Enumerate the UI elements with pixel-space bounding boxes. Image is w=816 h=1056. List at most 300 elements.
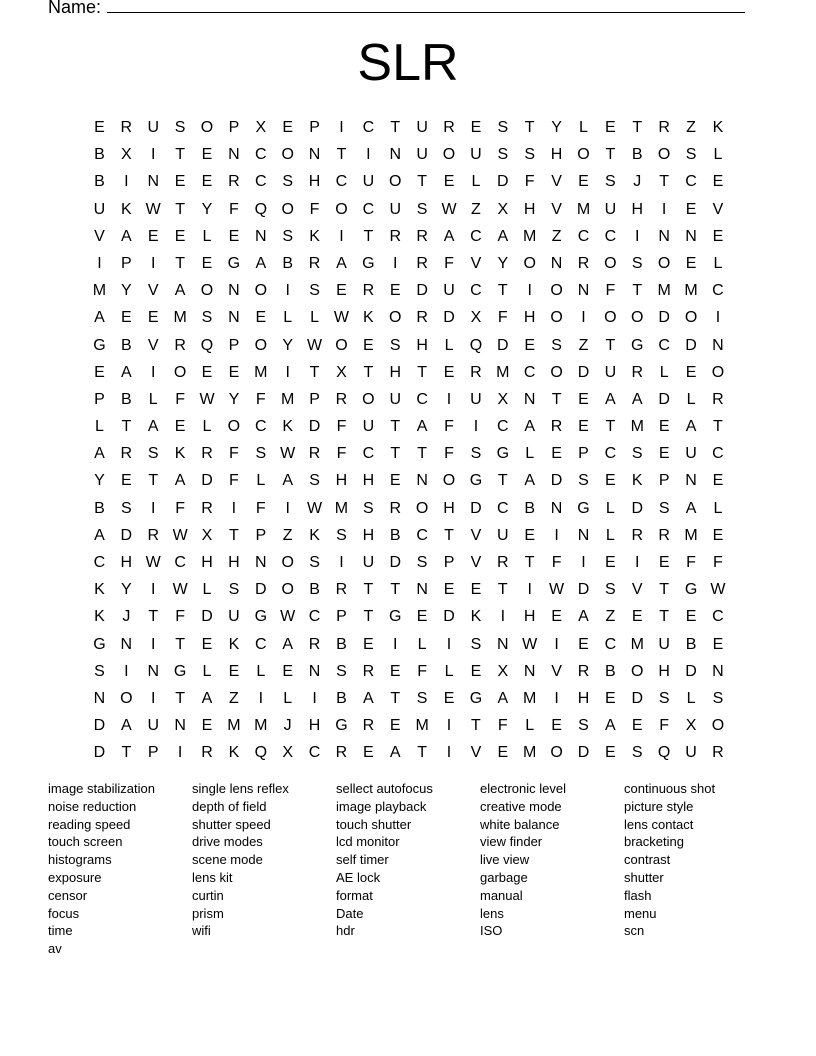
word-list-item: exposure <box>48 869 102 885</box>
grid-letter: K <box>309 227 320 245</box>
grid-letter: L <box>148 390 158 408</box>
grid-letter: D <box>577 363 590 381</box>
grid-letter: S <box>309 472 320 490</box>
grid-letter: I <box>285 363 290 381</box>
grid-letter: O <box>577 146 590 164</box>
grid-letter: Z <box>282 526 293 544</box>
grid-letter: E <box>228 363 240 381</box>
grid-letter: C <box>497 418 509 436</box>
word-list-item: curtin <box>192 887 224 903</box>
grid-letter: N <box>147 662 159 680</box>
grid-letter: F <box>551 554 562 571</box>
grid-letter: M <box>254 717 268 735</box>
grid-letter: D <box>93 717 106 735</box>
word-list-item: shutter speed <box>192 816 271 832</box>
grid-letter: T <box>605 336 616 354</box>
grid-letter: N <box>577 526 590 544</box>
grid-letter: U <box>389 390 402 408</box>
grid-letter: B <box>524 499 536 517</box>
grid-letter: R <box>228 173 240 191</box>
word-list-item: touch screen <box>48 834 123 850</box>
grid-letter: Y <box>551 119 562 136</box>
grid-letter: I <box>393 254 398 272</box>
grid-letter: V <box>712 200 724 218</box>
grid-letter: X <box>201 526 213 544</box>
grid-letter: B <box>336 635 347 653</box>
grid-letter: I <box>366 146 371 164</box>
grid-letter: L <box>256 472 266 490</box>
grid-letter: P <box>443 554 455 571</box>
grid-letter: N <box>255 554 267 571</box>
grid-letter: E <box>255 309 267 327</box>
grid-letter: C <box>712 445 724 463</box>
grid-letter: R <box>497 554 509 571</box>
grid-letter: S <box>309 554 320 571</box>
grid-letter: G <box>362 254 375 272</box>
grid-letter: L <box>659 363 669 381</box>
grid-row <box>86 250 731 277</box>
grid-letter: M <box>92 282 107 300</box>
grid-letter: L <box>283 309 293 327</box>
grid-letter: K <box>94 608 105 626</box>
grid-letter: P <box>658 472 670 490</box>
grid-letter: M <box>227 717 241 735</box>
word-list-item: wifi <box>192 923 211 939</box>
grid-letter: F <box>444 254 454 272</box>
grid-letter: E <box>174 227 186 245</box>
grid-letter: R <box>120 445 133 463</box>
grid-letter: T <box>444 526 454 544</box>
grid-letter: F <box>497 717 508 735</box>
grid-letter: E <box>121 472 132 490</box>
grid-letter: Z <box>605 608 616 626</box>
grid-letter: H <box>416 336 428 354</box>
grid-letter: K <box>712 119 724 136</box>
grid-letter: H <box>228 554 240 571</box>
grid-letter: T <box>148 608 159 626</box>
grid-row <box>86 141 731 168</box>
word-list-item: live view <box>480 852 530 868</box>
grid-letter: E <box>470 581 482 599</box>
grid-letter: I <box>446 635 452 653</box>
grid-letter: Y <box>497 254 509 272</box>
grid-letter: E <box>201 717 213 735</box>
grid-letter: T <box>390 418 401 436</box>
grid-letter: K <box>631 472 643 490</box>
grid-letter: I <box>151 689 156 707</box>
grid-letter: I <box>554 526 559 544</box>
grid-letter: A <box>147 418 159 436</box>
grid-letter: T <box>121 418 132 436</box>
grid-letter: E <box>578 418 589 436</box>
word-list-item: single lens reflex <box>192 781 289 796</box>
word-list-item: scene mode <box>192 852 263 868</box>
grid-letter: U <box>362 418 375 436</box>
grid-letter: S <box>363 499 374 517</box>
grid-letter: F <box>255 499 266 517</box>
grid-letter: T <box>148 472 159 490</box>
grid-letter: U <box>685 445 697 463</box>
grid-letter: S <box>416 554 428 571</box>
word-list-column <box>48 780 192 958</box>
grid-letter: E <box>336 282 347 300</box>
grid-letter: I <box>446 390 452 408</box>
grid-letter: T <box>390 581 401 599</box>
grid-letter: E <box>443 689 455 707</box>
grid-letter: O <box>523 254 536 272</box>
word-list-item: image playback <box>336 798 427 814</box>
grid-letter: M <box>523 227 537 245</box>
grid-letter: E <box>363 336 374 354</box>
grid-letter: C <box>604 635 617 653</box>
grid-letter: I <box>285 499 290 517</box>
word-list-item: menu <box>624 905 657 921</box>
grid-letter: D <box>685 336 697 354</box>
grid-letter: B <box>389 526 401 544</box>
word-list <box>48 780 768 958</box>
grid-letter: I <box>151 581 156 599</box>
grid-letter: T <box>497 282 508 300</box>
grid-row <box>86 739 731 766</box>
grid-letter: F <box>444 418 454 436</box>
grid-letter: I <box>339 554 344 571</box>
grid-letter: L <box>686 390 696 408</box>
grid-letter: N <box>523 390 536 408</box>
grid-letter: N <box>577 282 590 300</box>
grid-letter: T <box>363 363 374 381</box>
grid-letter: Q <box>657 744 671 762</box>
grid-letter: R <box>308 635 321 653</box>
grid-letter: U <box>470 146 482 164</box>
grid-letter: E <box>174 173 186 191</box>
grid-letter: O <box>711 363 725 381</box>
grid-letter: D <box>93 744 106 762</box>
grid-letter: E <box>470 119 482 136</box>
grid-letter: V <box>551 200 562 218</box>
grid-letter: M <box>496 363 510 381</box>
grid-letter: S <box>416 689 428 707</box>
grid-letter: M <box>415 717 429 735</box>
grid-letter: S <box>605 173 616 191</box>
grid-letter: F <box>255 390 266 408</box>
grid-letter: R <box>712 744 724 762</box>
grid-letter: S <box>551 336 562 354</box>
grid-letter: E <box>685 363 697 381</box>
grid-letter: E <box>228 227 240 245</box>
grid-letter: L <box>444 662 454 680</box>
grid-letter: T <box>390 119 401 136</box>
grid-letter: O <box>335 200 348 218</box>
grid-letter: R <box>308 445 321 463</box>
grid-letter: O <box>173 363 187 381</box>
word-list-item: drive modes <box>192 834 263 850</box>
grid-letter: P <box>147 744 159 762</box>
grid-letter: O <box>550 282 563 300</box>
grid-letter: B <box>309 581 320 599</box>
grid-letter: L <box>713 499 723 517</box>
grid-letter: G <box>173 662 187 680</box>
word-list-item: av <box>48 941 62 957</box>
grid-letter: O <box>281 200 294 218</box>
grid-letter: N <box>497 635 509 653</box>
grid-letter: A <box>631 390 643 408</box>
grid-letter: R <box>147 526 159 544</box>
grid-letter: P <box>309 390 320 408</box>
grid-letter: H <box>577 689 590 707</box>
grid-letter: N <box>658 227 670 245</box>
word-list-item: Date <box>336 905 364 921</box>
grid-letter: K <box>94 581 105 599</box>
grid-letter: S <box>309 282 320 300</box>
grid-letter: I <box>715 309 721 327</box>
grid-letter: T <box>417 173 428 191</box>
grid-letter: N <box>308 146 321 164</box>
grid-letter: E <box>712 472 724 490</box>
grid-letter: G <box>631 336 644 354</box>
grid-letter: E <box>685 254 697 272</box>
grid-letter: N <box>308 662 321 680</box>
grid-letter: R <box>120 119 133 136</box>
grid-letter: X <box>470 309 482 327</box>
word-list-item: hdr <box>336 923 355 939</box>
grid-letter: F <box>444 445 454 463</box>
grid-letter: L <box>94 418 104 436</box>
grid-letter: L <box>525 717 535 735</box>
grid-letter: E <box>605 554 616 571</box>
grid-letter: W <box>522 635 538 653</box>
grid-letter: E <box>712 635 724 653</box>
grid-letter: R <box>416 309 428 327</box>
grid-letter: A <box>282 635 294 653</box>
word-list-item: AE lock <box>336 869 381 885</box>
grid-letter: X <box>282 744 294 762</box>
grid-row <box>86 359 731 386</box>
grid-letter: B <box>605 662 616 680</box>
grid-letter: T <box>632 119 643 136</box>
grid-letter: E <box>631 717 643 735</box>
word-list-item: shutter <box>624 869 664 885</box>
grid-letter: B <box>94 499 105 517</box>
grid-letter: S <box>631 445 643 463</box>
grid-letter: S <box>201 309 213 327</box>
grid-letter: R <box>389 227 402 245</box>
grid-letter: I <box>446 744 452 762</box>
grid-letter: H <box>550 146 563 164</box>
grid-letter: T <box>417 445 428 463</box>
grid-letter: E <box>712 526 724 544</box>
grid-letter: T <box>229 526 239 544</box>
grid-letter: E <box>605 119 616 136</box>
grid-letter: D <box>308 418 321 436</box>
grid-letter: N <box>389 146 402 164</box>
grid-letter: I <box>473 418 479 436</box>
grid-letter: G <box>684 581 698 599</box>
grid-letter: E <box>363 744 374 762</box>
grid-row <box>86 277 731 304</box>
grid-letter: I <box>312 689 317 707</box>
word-list-item: scn <box>624 923 645 939</box>
word-list-item: creative mode <box>480 798 562 814</box>
grid-letter: R <box>658 119 670 136</box>
grid-letter: D <box>658 390 670 408</box>
grid-letter: I <box>151 635 156 653</box>
grid-letter: I <box>581 309 586 327</box>
grid-letter: D <box>443 608 455 626</box>
grid-letter: C <box>497 499 509 517</box>
grid-letter: T <box>121 744 132 762</box>
grid-letter: R <box>658 526 670 544</box>
grid-letter: E <box>470 662 482 680</box>
grid-letter: T <box>309 363 320 381</box>
grid-row <box>86 114 731 141</box>
grid-row <box>86 522 731 549</box>
grid-letter: M <box>657 282 671 300</box>
grid-letter: E <box>578 173 589 191</box>
grid-letter: C <box>470 282 482 300</box>
grid-letter: E <box>551 608 562 626</box>
grid-letter: Y <box>121 581 132 599</box>
grid-letter: O <box>550 309 563 327</box>
grid-letter: E <box>121 309 132 327</box>
grid-letter: Y <box>201 200 213 218</box>
grid-letter: O <box>120 689 133 707</box>
grid-letter: M <box>523 689 537 707</box>
grid-letter: W <box>307 336 323 354</box>
grid-letter: G <box>93 635 106 653</box>
grid-letter: D <box>470 499 482 517</box>
grid-letter: H <box>631 200 644 218</box>
grid-letter: F <box>309 200 320 218</box>
grid-letter: W <box>280 608 296 626</box>
grid-letter: F <box>605 282 616 300</box>
grid-letter: N <box>416 581 428 599</box>
grid-letter: B <box>685 635 697 653</box>
grid-letter: L <box>444 336 454 354</box>
grid-letter: T <box>524 119 535 136</box>
grid-letter: O <box>631 309 644 327</box>
grid-letter: G <box>469 689 483 707</box>
grid-letter: F <box>336 418 347 436</box>
grid-letter: L <box>283 689 293 707</box>
grid-letter: U <box>93 200 106 218</box>
grid-letter: C <box>658 336 670 354</box>
word-list-item: format <box>336 887 373 903</box>
grid-letter: L <box>605 526 615 544</box>
grid-letter: E <box>201 363 213 381</box>
grid-row <box>86 332 731 359</box>
grid-letter: F <box>336 445 347 463</box>
grid-letter: P <box>255 526 267 544</box>
grid-letter: U <box>685 744 697 762</box>
grid-letter: A <box>121 717 132 735</box>
grid-letter: V <box>631 581 643 599</box>
grid-letter: R <box>335 744 348 762</box>
word-list-item: view finder <box>480 834 543 850</box>
grid-letter: V <box>470 744 482 762</box>
grid-letter: D <box>389 554 402 571</box>
grid-letter: S <box>121 499 132 517</box>
grid-letter: H <box>120 554 133 571</box>
grid-letter: A <box>363 689 374 707</box>
word-list-item: white balance <box>480 816 560 832</box>
grid-letter: D <box>550 472 563 490</box>
grid-letter: S <box>578 472 589 490</box>
grid-letter: T <box>471 717 481 735</box>
grid-letter: A <box>685 418 697 436</box>
grid-letter: C <box>362 200 375 218</box>
grid-letter: E <box>578 390 589 408</box>
grid-letter: L <box>686 689 696 707</box>
grid-letter: F <box>175 390 185 408</box>
word-list-item: time <box>48 923 73 939</box>
grid-letter: E <box>658 554 670 571</box>
word-list-item: reading speed <box>48 816 131 832</box>
grid-letter: E <box>389 282 401 300</box>
grid-letter: T <box>605 418 616 436</box>
grid-letter: E <box>605 744 616 762</box>
grid-letter: Z <box>578 336 589 354</box>
grid-letter: B <box>121 390 132 408</box>
grid-letter: S <box>658 499 670 517</box>
grid-letter: O <box>281 146 294 164</box>
word-list-item: lens contact <box>624 816 694 832</box>
word-list-column <box>192 780 336 958</box>
grid-letter: K <box>228 744 240 762</box>
word-search-grid <box>86 114 731 767</box>
word-list-item: image stabilization <box>48 781 155 796</box>
grid-letter: F <box>713 554 723 571</box>
name-underline <box>107 0 745 13</box>
grid-letter: V <box>147 336 159 354</box>
grid-letter: G <box>496 445 510 463</box>
grid-letter: U <box>389 200 402 218</box>
grid-letter: N <box>147 173 159 191</box>
grid-letter: I <box>231 499 237 517</box>
grid-letter: G <box>469 472 483 490</box>
grid-letter: P <box>336 608 347 626</box>
grid-row <box>86 168 731 195</box>
grid-letter: D <box>497 173 509 191</box>
grid-letter: E <box>416 608 428 626</box>
grid-letter: W <box>199 390 215 408</box>
grid-letter: A <box>416 418 428 436</box>
grid-letter: S <box>497 146 509 164</box>
grid-letter: X <box>336 363 347 381</box>
grid-letter: I <box>339 119 344 136</box>
grid-letter: L <box>713 146 723 164</box>
grid-letter: S <box>336 526 347 544</box>
grid-letter: H <box>308 717 321 735</box>
grid-letter: B <box>94 173 105 191</box>
grid-letter: O <box>684 309 698 327</box>
grid-letter: C <box>255 418 267 436</box>
word-list-item: touch shutter <box>336 816 412 832</box>
word-list-item: manual <box>480 887 523 903</box>
grid-row <box>86 685 731 712</box>
word-list-item: ISO <box>480 923 503 939</box>
grid-letter: D <box>631 689 644 707</box>
grid-letter: C <box>93 554 106 571</box>
grid-letter: W <box>333 309 350 327</box>
grid-letter: R <box>577 254 590 272</box>
grid-letter: M <box>684 526 698 544</box>
grid-letter: G <box>577 499 590 517</box>
grid-letter: N <box>255 227 267 245</box>
grid-letter: A <box>174 472 186 490</box>
grid-letter: H <box>362 472 375 490</box>
word-list-item: garbage <box>480 869 528 885</box>
grid-letter: A <box>605 390 616 408</box>
